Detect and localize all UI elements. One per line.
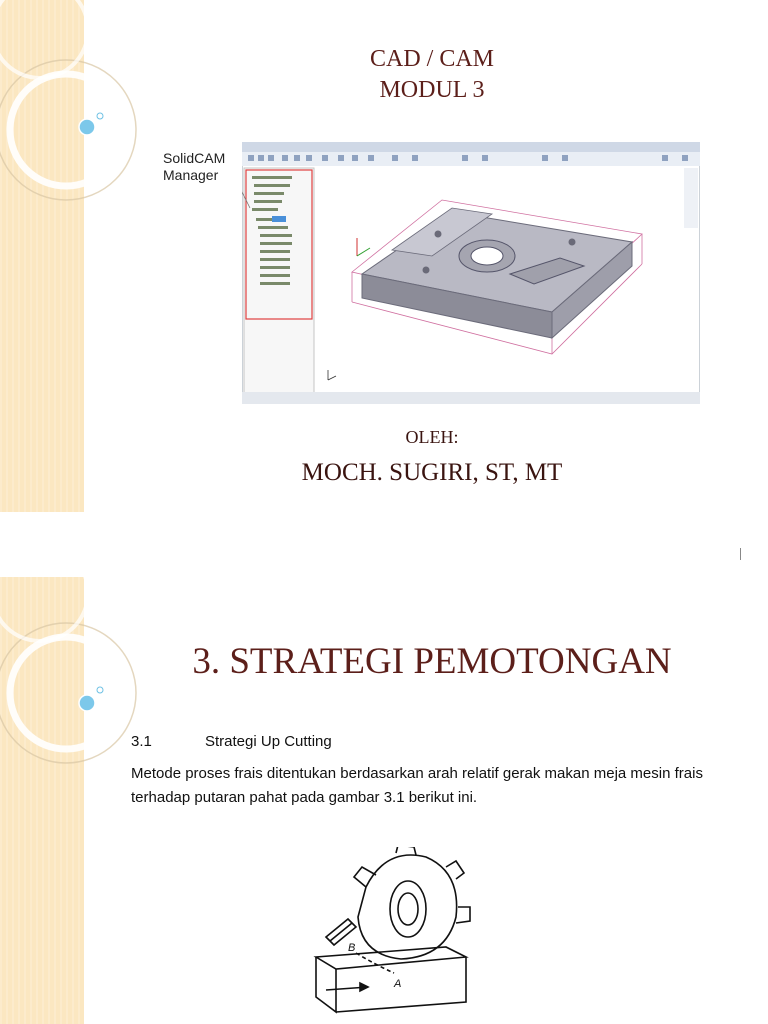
slide-gap xyxy=(0,512,768,577)
page-marker xyxy=(740,548,741,560)
title-line-1: CAD / CAM xyxy=(369,46,495,72)
subsection-number: 3.1 xyxy=(131,733,152,750)
solidcam-screenshot xyxy=(242,142,700,404)
blue-dot-icon xyxy=(79,695,95,711)
slide-2 xyxy=(0,577,768,1024)
figure-label-b: B xyxy=(348,942,356,954)
callout-line-1: SolidCAM xyxy=(163,150,226,166)
circle-ornament-icon xyxy=(0,0,140,512)
title-line-2: MODUL 3 xyxy=(379,77,485,103)
milling-figure xyxy=(296,847,476,1024)
circle-ornament-icon xyxy=(0,577,140,1024)
subsection-label: Strategi Up Cutting xyxy=(205,733,332,750)
oleh-label: OLEH: xyxy=(405,427,459,447)
author-name: MOCH. SUGIRI, ST, MT xyxy=(301,459,563,486)
blue-dot-icon xyxy=(79,119,95,135)
subsection-title xyxy=(131,733,332,750)
figure-label-a: A xyxy=(394,978,402,990)
body-paragraph: Metode proses frais ditentukan berdasarkan arah relatif gerak makan meja mesin frais terhadap putaran pahat pada gambar 3.1 berikut ini. xyxy=(131,765,703,806)
section-heading: 3. STRATEGI PEMOTONGAN xyxy=(192,641,672,682)
callout-line-2: Manager xyxy=(163,167,219,183)
solidcam-callout xyxy=(163,150,225,184)
